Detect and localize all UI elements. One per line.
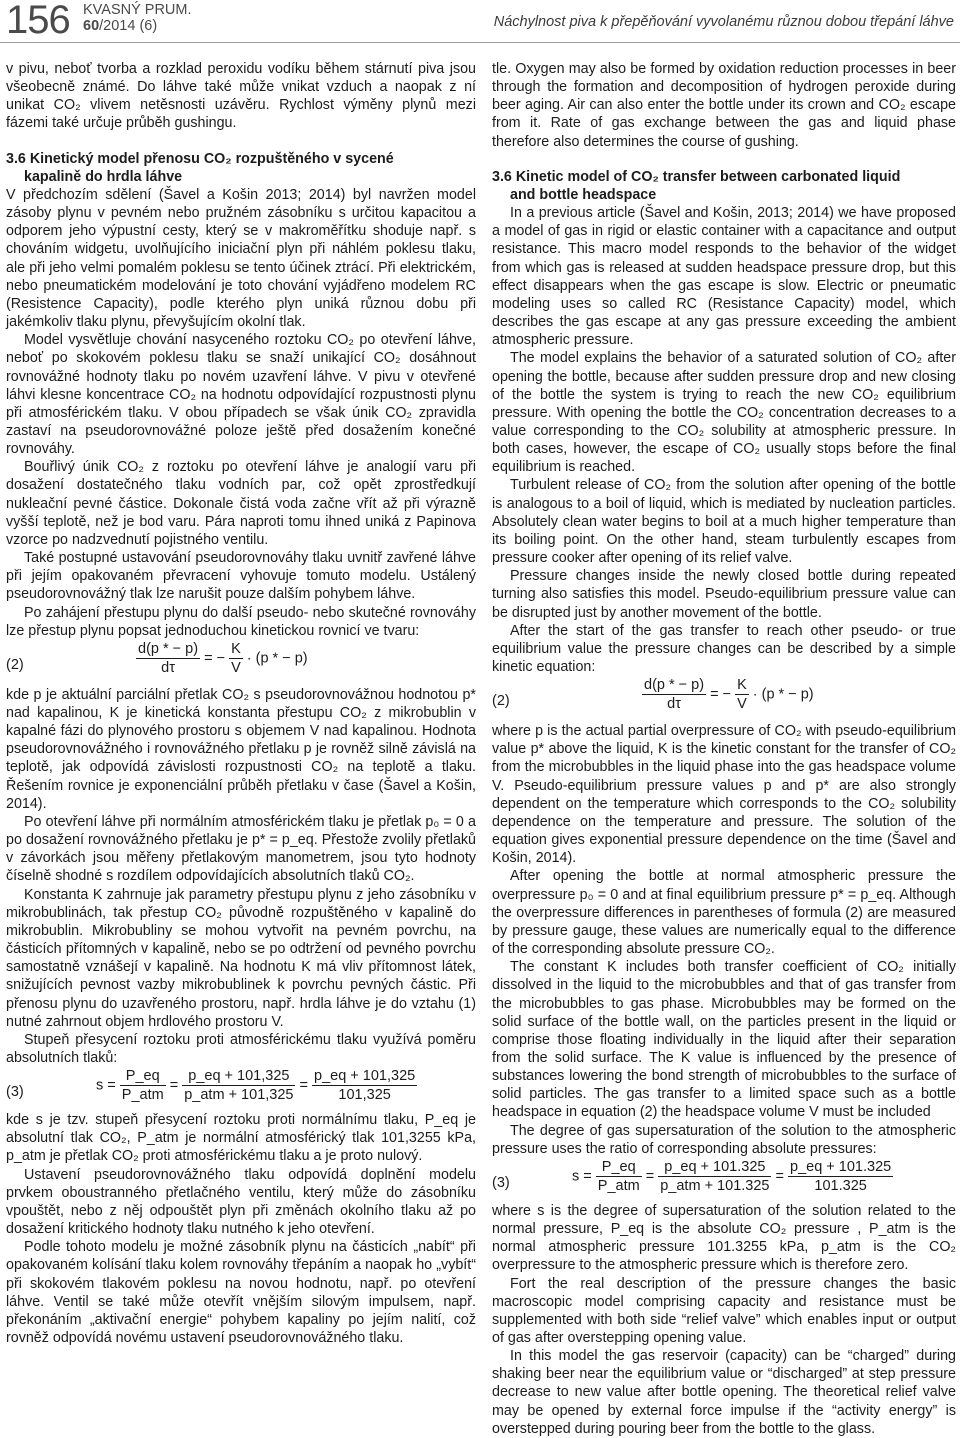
numerator: d(p * − p) — [136, 640, 200, 659]
equals-sign: = — [775, 1168, 784, 1185]
section-heading — [492, 168, 956, 204]
paragraph: Také postupné ustavování pseudorovnováhy tlaku uvnitř zavřené láhve při jejím opakovaném převracení vyhovuje tomuto modelu. Ustálený pseudorovnovážný tlak lze narušit pouze dalším pohybem láhve. — [6, 550, 476, 603]
equation-number: (2) — [6, 656, 24, 673]
equation-body — [642, 676, 814, 713]
denominator: V — [231, 660, 241, 676]
paragraph: Model vysvětluje chování nasyceného roztoku CO₂ po otevření láhve, neboť po skokovém poklesu tlaku se snaží unikající CO₂ dosáhnout rovnovážné hodnoty tlaku po novém uzavření láhve. V pivu v otevřené láhvi klesne koncentrace CO₂ na hodnotu odpovídající rozpustnosti plynu při atmosférickém tlaku. V obou případech se však únik CO₂ zpravidla zastaví na pseudorovnovážné poloze ještě před dosažením konečné rovnováhy. — [6, 332, 476, 458]
fraction — [312, 1067, 417, 1104]
section-heading-line2: kapalině do hrdla láhve — [24, 168, 183, 185]
fraction — [788, 1158, 893, 1195]
numerator: d(p * − p) — [642, 676, 706, 695]
numerator: p_eq + 101,325 — [182, 1067, 295, 1086]
equation-tail: · (p * − p) — [246, 650, 308, 667]
paragraph: tle. Oxygen may also be formed by oxidation reduction processes in beer through the formation and decomposition of hydrogen peroxide during beer aging. Air can also enter the bottle under its crown and CO₂ escape from it. Rate of gas exchange between the gas and liquid phase therefore also determines the course of gushing. — [492, 61, 956, 150]
paragraph: In a previous article (Šavel and Košin, 2013; 2014) we have proposed a model of gas in rigid or elastic container with a capacitance and output resistance. This macro model responds to the behavior of the widget from which gas is released at sudden headspace pressure drop, but this effect disappears when the gas escape is slow. Electric or pneumatic modeling uses so called RC (Resistance Capacity) model, which describes the gas escape at any gas pressure exceeding the ambient atmospheric pressure. — [492, 205, 956, 349]
denominator: dτ — [161, 660, 175, 676]
paragraph: The degree of gas supersaturation of the solution to the atmospheric pressure uses the ratio of corresponding absolute pressures: — [492, 1122, 956, 1157]
equation-3 — [6, 1067, 476, 1111]
section-heading — [6, 150, 476, 186]
paragraph: Bouřlivý únik CO₂ z roztoku po otevření láhve je analogií varu při dosažení dostatečného tlaku vodních par, což opět zprostředkují nukleační pevné částice. Dokonale čistá voda začne vřít až při výrazně vyšší teplotě, než je bod varu. Pára naproti tomu ihned uniká z Papinova vzorce po nadzvednutí pojistného ventilu. — [6, 459, 476, 548]
equals-sign: = — [710, 686, 719, 703]
section-heading-line1: 3.6 Kinetic model of CO₂ transfer between carbonated liquid — [492, 168, 901, 185]
journal-info — [83, 2, 192, 34]
fraction — [658, 1158, 771, 1195]
equals-sign: = — [169, 1077, 179, 1094]
paragraph: kde p je aktuální parciální přetlak CO₂ s pseudorovnovážnou hodnotou p* nad kapalinou, K je kinetická konstanta přestupu CO₂ z mikrobublin v kapalné fázi do plynového prostoru s objemem V nad kapalinou. Hodnota pseudorovnovážného i rovnovážného přetlaku p je rovněž silně závislá na teplotě, jak odpovídá závislosti rozpustnosti CO₂ na teplotě a tlaku. Řešením rovnice je exponenciální průběh přetlaku v čase (Šavel a Košin, 2014). — [6, 686, 476, 812]
section-heading-line1: 3.6 Kinetický model přenosu CO₂ rozpuštěného v sycené — [6, 150, 394, 167]
journal-issue-rest: /2014 (6) — [99, 18, 158, 34]
equation-tail: · (p * − p) — [752, 686, 814, 703]
equation-number: (3) — [492, 1174, 510, 1191]
paragraph: The model explains the behavior of a saturated solution of CO₂ after opening the bottle, because after sudden pressure drop and new closing of the bottle the system is trying to reach the new CO₂ equilibrium pressure. With opening the bottle the CO₂ concentration decreases to a value corresponding to the CO₂ solubility at atmospheric pressure. In both cases, however, the escape of CO₂ usually stops before the final equilibrium is reached. — [492, 350, 956, 476]
numerator: K — [735, 676, 749, 695]
equals-sign: = — [645, 1168, 655, 1185]
column-czech — [6, 60, 476, 1347]
running-title: Náchylnost piva k přepěňování vyvolanému různou dobou třepání láhve — [493, 14, 954, 30]
header-rule — [0, 42, 960, 43]
numerator: K — [229, 640, 243, 659]
minus-sign: − — [216, 650, 226, 667]
section-heading-line2: and bottle headspace — [510, 186, 657, 203]
journal-name: KVASNÝ PRUM. — [83, 2, 192, 18]
equals-sign: = — [299, 1077, 308, 1094]
denominator: dτ — [667, 696, 681, 713]
fraction — [735, 676, 749, 713]
equation-body — [572, 1158, 893, 1195]
equation-2 — [492, 676, 956, 722]
fraction — [596, 1158, 642, 1195]
paragraph: Po otevření láhve při normálním atmosférickém tlaku je přetlak p₀ = 0 a po dosažení rovnovážného přetlaku je p* = p_eq. Přestože zvolily přetlaků v závorkách jsou měřeny přetlakovým manometrem, jsou tyto hodnoty číselně shodné s rozdílem odpovídajících absolutních tlaků CO₂. — [6, 813, 476, 885]
paragraph: Ustavení pseudorovnovážného tlaku odpovídá doplnění modelu prvkem oboustranného přetlačného ventilu, který může do zásobníku vpouštět, nebo z něj odpouštět plyn při změnách okolního tlaku až po dosažení kritického hodnoty tlaku nutného k jeho otevření. — [6, 1166, 476, 1238]
page-header — [0, 0, 960, 48]
paragraph: Po zahájení přestupu plynu do další pseudo- nebo skutečné rovnováhy lze přestup plynu popsat jednoduchou kinetickou rovnicí ve tvaru: — [6, 604, 476, 639]
paragraph: where s is the degree of supersaturation of the solution related to the normal pressure, P_eq is the absolute CO₂ pressure , P_atm is the normal atmospheric pressure 101.3255 kPa, p_atm is the CO₂ overpressure to the atmospheric pressure which is therefore zero. — [492, 1202, 956, 1274]
paragraph: kde s je tzv. stupeň přesycení roztoku proti normálnímu tlaku, P_eq je absolutní tlak CO₂, P_atm je normální atmosférický tlak 101,3255 kPa, p_atm je přetlak CO₂ proti atmosférickému tlaku a je proto nulový. — [6, 1112, 476, 1165]
equation-3 — [492, 1158, 956, 1202]
equation-body — [136, 640, 308, 677]
numerator: P_eq — [596, 1158, 642, 1177]
numerator: p_eq + 101,325 — [312, 1067, 417, 1086]
equation-lhs: s = — [572, 1168, 592, 1185]
paragraph: V předchozím sdělení (Šavel a Košin 2013; 2014) byl navržen model zásoby plynu v pevném nebo pružném zásobníku s určitou kapacitou a odporem jeho výpustní cesty, který se v makroměřítku shoduje např. s chováním widgetu, uvolňujícího iniciační plyn při náhlém poklesu tlaku, ale při jeho velmi pomalém poklesu se tento účinek ztrácí. Při elektrickém, nebo pneumatickém modelování je toto chování vyjádřeno modelem RC (Resistence Capacity), podle kterého plyn uniká různou dobu při jakémkoliv tlaku plynu, převyšujícím okolní tlak. — [6, 186, 476, 331]
numerator: P_eq — [120, 1067, 166, 1086]
minus-sign: − — [722, 686, 732, 703]
fraction — [120, 1067, 166, 1104]
paragraph: where p is the actual partial overpressure of CO₂ with pseudo-equilibrium value p* above the liquid, K is the kinetic constant for the transfer of CO₂ from the microbubbles in the liquid phase into the gas headspace volume V. Pseudo-equilibrium pressure values p and p* are also strongly dependent on the temperature which corresponds to the CO₂ solubility dependence on the temperature and pressure. The solution of the equation gives exponential pressure dependence on the time (Šavel and Košin, 2014). — [492, 723, 956, 867]
paragraph: Turbulent release of CO₂ from the solution after opening of the bottle is analogous to a boil of liquid, which is mediated by nucleation particles. Absolutely clean water begins to boil at a much higher temperature than its boiling point. On the other hand, steam turbulently escapes from pressure cooker after opening of its relief valve. — [492, 477, 956, 567]
journal-volume: 60 — [83, 18, 100, 34]
denominator: V — [737, 696, 747, 713]
denominator: P_atm — [121, 1087, 164, 1104]
equation-number: (3) — [6, 1084, 24, 1101]
paragraph: Fort the real description of the pressure changes the basic macroscopic model comprising capacity and resistance must be supplemented with both side “relief valve” which enables input or output of gas after overstepping opening value. — [492, 1275, 956, 1346]
paragraph: Pressure changes inside the newly closed bottle during repeated turning also satisfies this model. Pseudo-equilibrium pressure value can be disrupted just by another movement of the bottle. — [492, 568, 956, 621]
journal-issue — [83, 18, 192, 34]
column-english — [492, 60, 956, 1438]
denominator: p_atm + 101,325 — [184, 1087, 294, 1104]
fraction — [229, 640, 243, 677]
fraction — [136, 640, 200, 677]
paragraph: Podle tohoto modelu je možné zásobník plynu na částicích „nabít“ při opakovaném kolísání tlaku kolem rovnováhy třepáním a naopak ho „vybít“ při skokovém tlakovém poklesu na novou hodnotu, např. po otevření láhve. Ventil se také může otevřít vnějším silovým impulsem, např. překonáním „aktivační energie“ pohybem kapaliny po jejím nalití, což rovněž odpovídá novému ustavení pseudorovnovážného tlaku. — [6, 1239, 476, 1346]
fraction — [642, 676, 706, 713]
paragraph: The constant K includes both transfer coefficient of CO₂ initially dissolved in the liquid to the microbubbles and that of gas transfer from the microbubbles to gas phase. Microbubbles may be formed on the solid surface of the bottle wall, on the particles present in the liquid or comprise those floating individually in the liquid after their separation from the solid surface. The K value is influenced by the presence of substances lowering the bond strength of microbubbles to the surface of solid particles. The gas transfer to a limited space such as a bottle headspace in equation (2) the headspace volume V must be included — [492, 959, 956, 1121]
numerator: p_eq + 101.325 — [658, 1158, 771, 1177]
denominator: p_atm + 101.325 — [660, 1178, 770, 1195]
paragraph: v pivu, neboť tvorba a rozklad peroxidu vodíku během stárnutí piva jsou všeobecně známé. Do láhve také může vnikat vzduch a naopak z ní unikat CO₂ vlivem netěsnosti uzávěru. Rychlost výměny plynů mezi fázemi také určuje průběh gushingu. — [6, 61, 476, 132]
paragraph: Konstanta K zahrnuje jak parametry přestupu plynu z jeho zásobníku v mikrobublinách, tak přestup CO₂ původně rozpuštěného v kapalině do mikrobublin. Mikrobubliny se mohou vytvořit na pevném povrchu, na částicích přítomných v kapalině, nebo se po odtržení od pevného povrchu samostatně vznášejí v kapalině. Na hodnotu K má vliv přítomnost látek, snižujících pevnost vazby mikrobublinek k povrchu pevných částic. Při přenosu plynu do uzavřeného prostoru, např. hrdla láhve je do vztahu (1) nutné zahrnout objem hrdlového prostoru V. — [6, 886, 476, 1030]
denominator: 101.325 — [814, 1178, 867, 1195]
equation-lhs: s = — [96, 1077, 116, 1094]
paragraph: In this model the gas reservoir (capacity) can be “charged” during shaking beer near the equilibrium value or “discharged” at step pressure decrease to new value after bottle opening. The theoretical relief valve may be opened by external force impulse if the “activity energy” is overstepped during pouring beer from the bottle to the glass. — [492, 1348, 956, 1437]
paragraph: After opening the bottle at normal atmospheric pressure the overpressure p₀ = 0 and at final equilibrium pressure p* = p_eq. Although the overpressure differences in parentheses of formula (2) are measured by pressure gauge, these values are numerically equal to the difference of the corresponding absolute pressure CO₂. — [492, 868, 956, 958]
equation-2 — [6, 640, 476, 686]
denominator: 101,325 — [338, 1087, 391, 1104]
equals-sign: = — [204, 650, 213, 667]
paragraph: After the start of the gas transfer to reach other pseudo- or true equilibrium value the pressure changes can be described by a simple kinetic equation: — [492, 622, 956, 675]
equation-number: (2) — [492, 693, 510, 710]
page-number: 156 — [6, 0, 70, 42]
denominator: P_atm — [597, 1178, 640, 1195]
paragraph: Stupeň přesycení roztoku proti atmosférickému tlaku využívá poměru absolutních tlaků: — [6, 1031, 476, 1066]
equation-body — [96, 1067, 417, 1104]
fraction — [182, 1067, 295, 1104]
numerator: p_eq + 101.325 — [788, 1158, 893, 1177]
